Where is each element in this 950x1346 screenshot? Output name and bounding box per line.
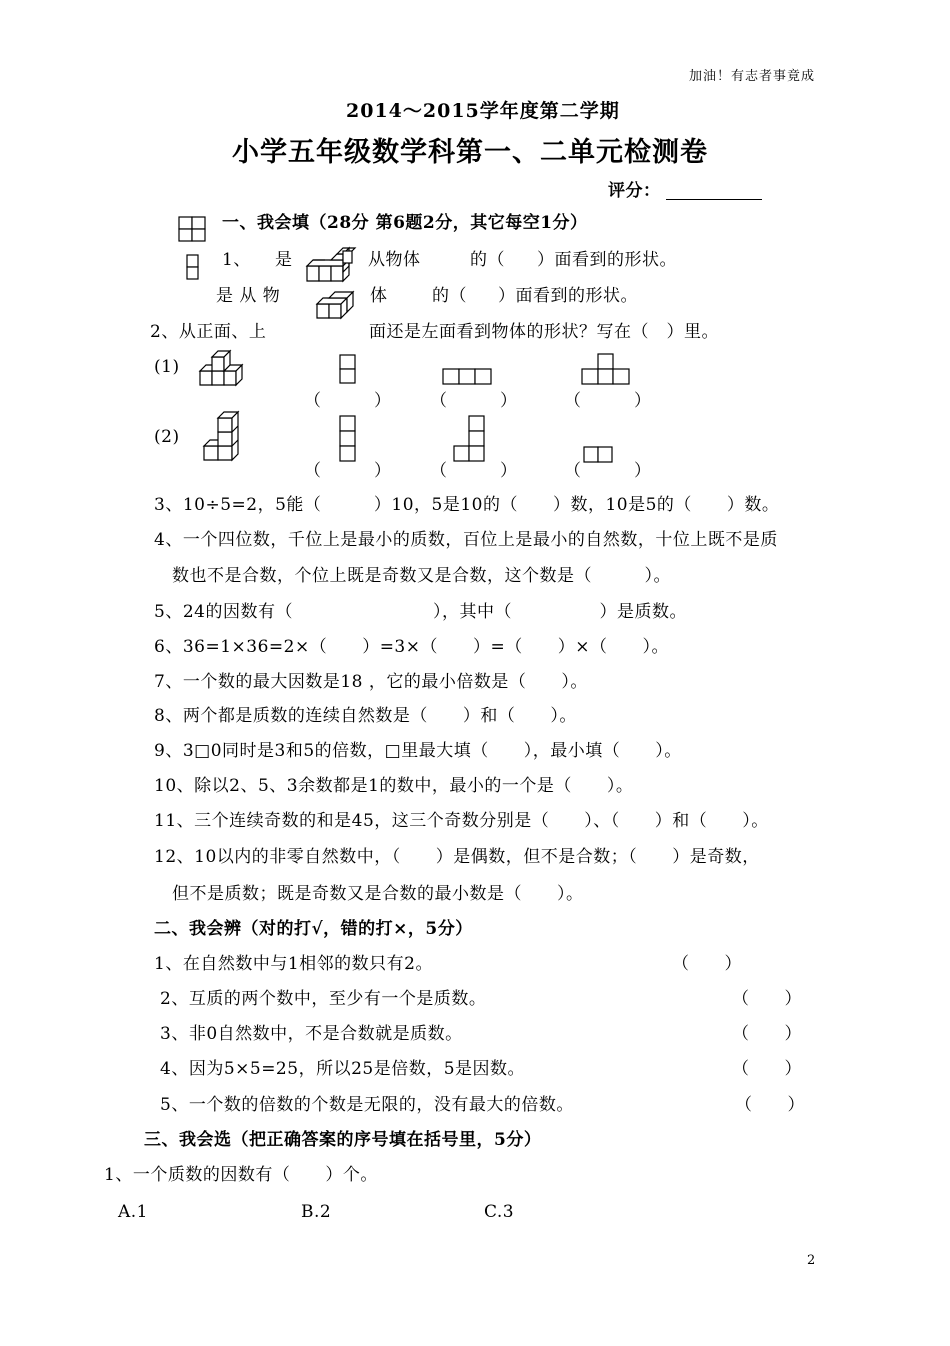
front-view-icon	[178, 216, 208, 244]
q2-row2-label: (2)	[154, 427, 180, 447]
q4-line2: 数也不是合数，个位上既是奇数又是合数，这个数是（ ）。	[172, 566, 671, 586]
exam-term: 2014～2015学年度第二学期	[346, 100, 620, 122]
q1a-de: 的（	[470, 250, 505, 270]
q2-row2-blank-2[interactable]: （ ）	[430, 461, 518, 481]
q5: 5、24的因数有（ ），其中（ ）是质数。	[154, 602, 687, 622]
choice-option-b[interactable]: B.2	[301, 1202, 332, 1222]
choice-q1: 1、一个质数的因数有（ ）个。	[104, 1165, 378, 1185]
section1-heading: 一、我会填（28分 第6题2分，其它每空1分）	[222, 213, 588, 233]
q9: 9、3□0同时是3和5的倍数，□里最大填（ ），最小填（ ）。	[154, 741, 682, 761]
q2-row1-label: (1)	[154, 357, 180, 377]
row2-solid-figure	[202, 408, 248, 464]
q2-row2-blank-3[interactable]: （ ）	[564, 461, 652, 481]
cube-stack-figure-2	[316, 294, 356, 322]
judge-5-blank[interactable]: （ ）	[735, 1095, 805, 1115]
q10: 10、除以2、5、3余数都是1的数中，最小的一个是（ ）。	[154, 776, 634, 796]
q2-text-a: 2、从正面、上	[150, 322, 267, 342]
choice-option-c[interactable]: C.3	[484, 1202, 515, 1222]
q1b-ti: 体	[370, 286, 388, 306]
q1a-num: 1、	[222, 250, 251, 270]
section3-heading: 三、我会选（把正确答案的序号填在括号里，5分）	[144, 1130, 542, 1150]
q2-row2-blank-1[interactable]: （ ）	[304, 461, 392, 481]
q2-row1-blank-1[interactable]: （ ）	[304, 391, 392, 411]
section2-heading: 二、我会辨（对的打√，错的打×，5分）	[154, 919, 473, 939]
q12-line2: 但不是质数；既是奇数又是合数的最小数是（ ）。	[172, 884, 584, 904]
q1b-de: 的（	[432, 286, 467, 306]
q1a-answer-text[interactable]: ）面看到的形状。	[537, 250, 677, 270]
view-l-shape	[453, 415, 487, 463]
judge-4: 4、因为5×5=25，所以25是倍数，5是因数。	[160, 1059, 526, 1079]
q1a-word-is: 是	[275, 250, 293, 270]
page-motto: 加油！有志者事竟成	[688, 69, 815, 84]
judge-3-blank[interactable]: （ ）	[732, 1024, 802, 1044]
q6: 6、36=1×36=2×（ ）=3×（ ）=（ ）×（ ）。	[154, 637, 669, 657]
view-three-row	[442, 368, 494, 386]
cube-stack-figure	[306, 246, 356, 286]
q1b-answer-text[interactable]: ）面看到的形状。	[498, 286, 638, 306]
q2-row1-blank-3[interactable]: （ ）	[564, 391, 652, 411]
choice-option-a[interactable]: A.1	[118, 1202, 148, 1222]
judge-2: 2、互质的两个数中，至少有一个是质数。	[160, 989, 487, 1009]
q7: 7、一个数的最大因数是18 ，它的最小倍数是（ ）。	[154, 672, 588, 692]
q1a-from-object: 从物体	[368, 250, 421, 270]
judge-1: 1、在自然数中与1相邻的数只有2。	[154, 954, 433, 974]
view-three-tall	[339, 415, 357, 463]
q3: 3、10÷5=2，5能（ ）10，5是10的（ ）数，10是5的（ ）数。	[154, 495, 780, 515]
q2-text-b: 面还是左面看到物体的形状？写在（ ）里。	[369, 322, 719, 342]
view-two-tall	[339, 354, 357, 386]
score-blank[interactable]	[666, 199, 762, 200]
q2-row1-blank-2[interactable]: （ ）	[430, 391, 518, 411]
q8: 8、两个都是质数的连续自然数是（ ）和（ ）。	[154, 706, 577, 726]
page-number: 2	[807, 1253, 816, 1268]
exam-title: 小学五年级数学科第一、二单元检测卷	[232, 137, 708, 168]
q11: 11、三个连续奇数的和是45，这三个奇数分别是（ ）、（ ）和（ ）。	[154, 811, 769, 831]
judge-1-blank[interactable]: （ ）	[672, 954, 742, 974]
score-label: 评分：	[608, 181, 661, 201]
judge-2-blank[interactable]: （ ）	[732, 989, 802, 1009]
view-t-shape	[581, 353, 631, 387]
row1-solid-figure	[198, 350, 256, 388]
side-view-icon	[186, 254, 200, 282]
q4-line1: 4、一个四位数，千位上是最小的质数，百位上是最小的自然数，十位上既不是质	[154, 530, 778, 550]
judge-5: 5、一个数的倍数的个数是无限的，没有最大的倍数。	[160, 1095, 574, 1115]
q1b-is-from-object: 是 从 物	[216, 286, 281, 306]
q12-line1: 12、10以内的非零自然数中，（ ）是偶数，但不是合数；（ ）是奇数，	[154, 847, 760, 867]
judge-3: 3、非0自然数中，不是合数就是质数。	[160, 1024, 463, 1044]
judge-4-blank[interactable]: （ ）	[732, 1059, 802, 1079]
